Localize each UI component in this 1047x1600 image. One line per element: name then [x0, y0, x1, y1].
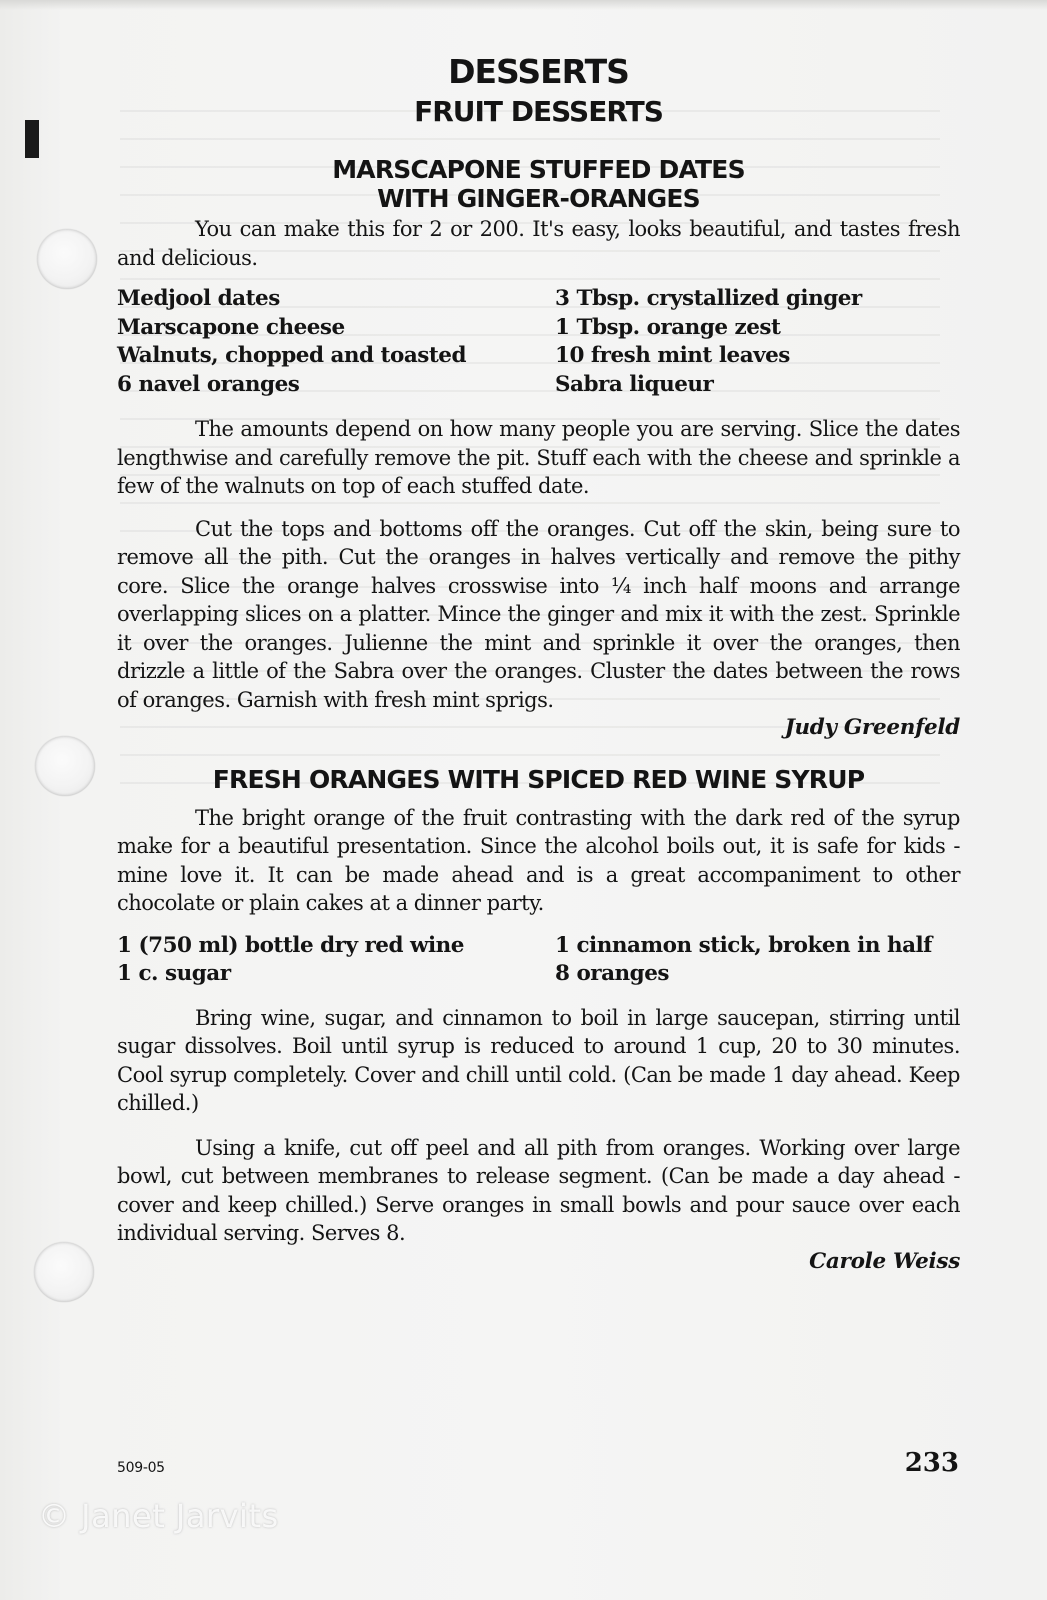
recipe-fresh-oranges	[117, 765, 960, 1277]
instructions-paragraph: The amounts depend on how many people you are serving. Slice the dates lengthwise and carefully remove the pit. Stuff each with the cheese and sprinkle a few of the walnuts on top of each stuffed date.	[117, 417, 960, 498]
ingredient-item: 1 Tbsp. orange zest	[555, 314, 781, 340]
ingredient-item: 3 Tbsp. crystallized ginger	[555, 286, 862, 311]
recipe-intro: You can make this for 2 or 200. It's easy, looks beautiful, and tastes fresh and delicious.	[117, 217, 960, 270]
binder-hole-top	[37, 229, 97, 289]
ingredient-item: Marscapone cheese	[117, 314, 345, 340]
ingredient-item: Medjool dates	[117, 286, 280, 311]
recipe-author: Carole Weiss	[809, 1248, 960, 1274]
ingredient-item: 8 oranges	[555, 961, 669, 986]
recipe-title-line2: WITH GINGER-ORANGES	[377, 184, 700, 213]
subsection-title: FRUIT DESSERTS	[414, 95, 663, 128]
section-marker-tab	[25, 120, 39, 158]
ingredient-item: Sabra liqueur	[555, 371, 714, 397]
ingredient-column-left	[117, 285, 555, 399]
ingredient-list	[117, 932, 960, 989]
ingredient-item: 6 navel oranges	[117, 371, 300, 397]
recipe-title-line1: MARSCAPONE STUFFED DATES	[332, 155, 745, 184]
ingredient-item: 1 (750 ml) bottle dry red wine	[117, 932, 464, 958]
page-number: 233	[904, 1448, 959, 1478]
ingredient-list	[117, 285, 960, 399]
instructions-paragraph: Bring wine, sugar, and cinnamon to boil in large saucepan, stirring until sugar dissolves. Boil until syrup is reduced to around 1 cup, 20 to 30 minutes. Cool syrup completely. Cover and chill until cold. (Can be made 1 day ahead. Keep chilled.)	[117, 1005, 960, 1115]
ingredient-column-left	[117, 932, 555, 989]
binder-hole-middle	[35, 736, 95, 796]
recipe-intro: The bright orange of the fruit contrasting with the dark red of the syrup make for a beautiful presentation. Since the alcohol boils out, it is safe for kids - mine love it. It can be made ahead and is a great accompaniment to other chocolate or plain cakes at a dinner party.	[117, 805, 960, 915]
section-title: DESSERTS	[448, 52, 629, 91]
instructions-paragraph: Using a knife, cut off peel and all pith from oranges. Working over large bowl, cut between membranes to release segment. (Can be made a day ahead - cover and keep chilled.) Serve oranges in small bowls and pour sauce over each individual serving. Serves 8.	[117, 1135, 960, 1245]
copyright-watermark: © Janet Jarvits	[38, 1497, 279, 1535]
instructions-paragraph: Cut the tops and bottoms off the oranges. Cut off the skin, being sure to remove all the pith. Cut the oranges in halves vertically and remove the pithy core. Slice the orange halves crosswise into ¼ inch half moons and arrange overlapping slices on a platter. Mince the ginger and mix it with the zest. Sprinkle it over the oranges. Julienne the mint and sprinkle it over the oranges, then drizzle a little of the Sabra over the oranges. Cluster the dates between the rows of oranges. Garnish with fresh mint sprigs.	[117, 516, 960, 712]
page-content	[117, 50, 960, 1276]
recipe-author: Judy Greenfeld	[784, 715, 960, 740]
recipe-marscapone-dates	[117, 155, 960, 743]
ingredient-item: Walnuts, chopped and toasted	[117, 343, 467, 368]
binder-hole-bottom	[34, 1242, 94, 1302]
ingredient-item: 1 cinnamon stick, broken in half	[555, 932, 932, 958]
page-top-edge	[0, 0, 1047, 10]
ingredient-item: 1 c. sugar	[117, 961, 231, 986]
ingredient-column-right	[555, 932, 932, 989]
ingredient-column-right	[555, 285, 862, 399]
recipe-title: FRESH ORANGES WITH SPICED RED WINE SYRUP	[212, 764, 865, 794]
catalog-code: 509-05	[117, 1460, 165, 1476]
ingredient-item: 10 fresh mint leaves	[555, 343, 790, 368]
